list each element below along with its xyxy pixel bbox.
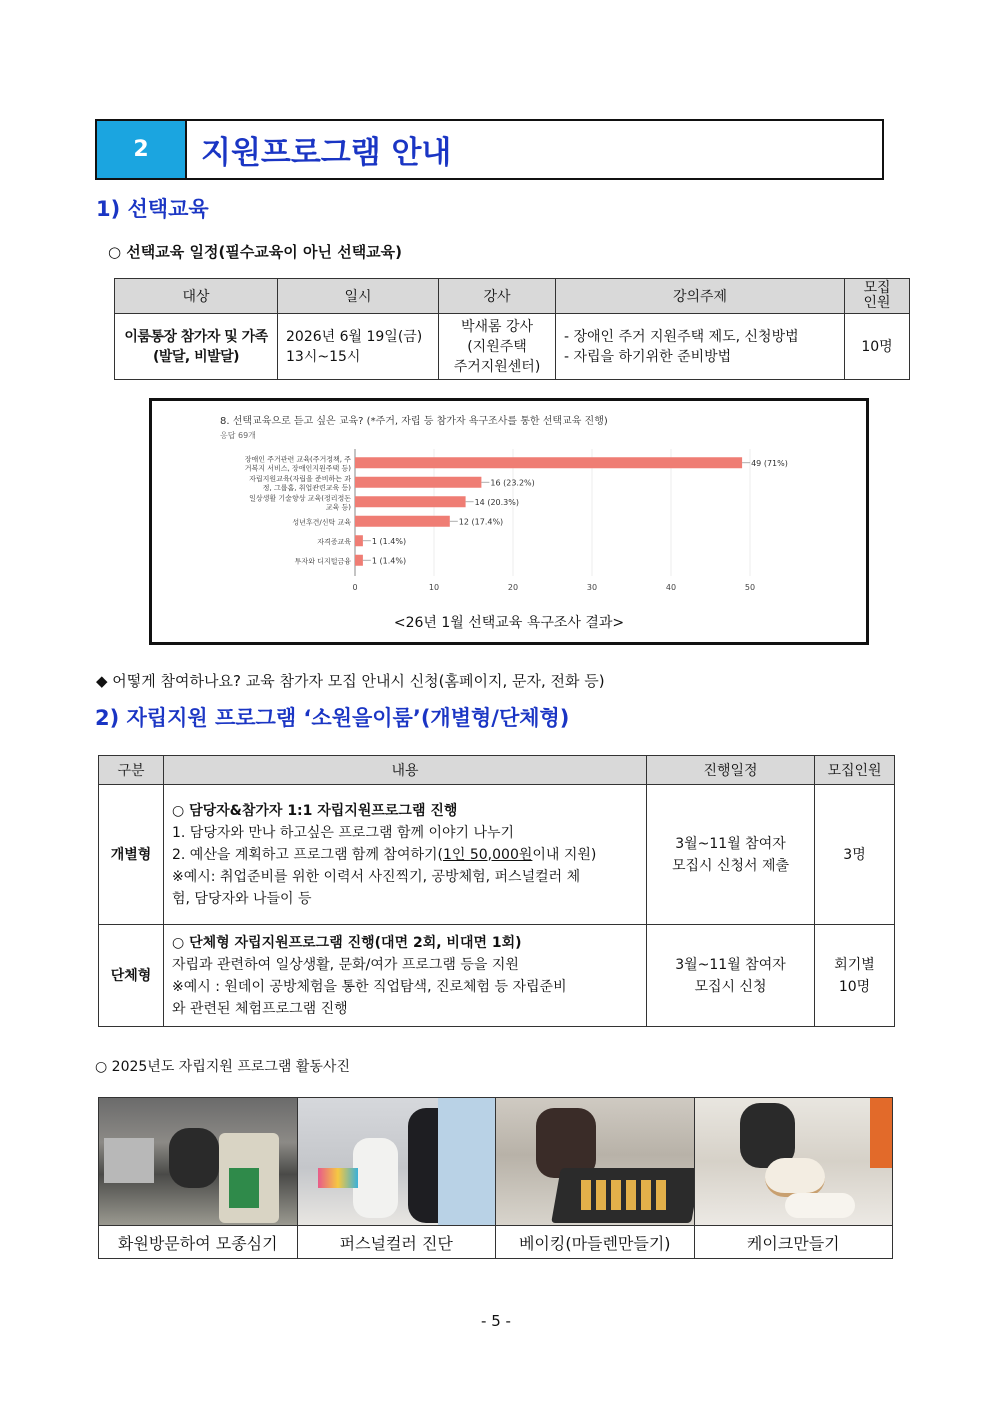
category-label: 자립지원교육(자립을 준비하는 과 bbox=[249, 474, 351, 483]
photo-caption: 화원방문하여 모종심기 bbox=[117, 1233, 278, 1253]
row-count-group: 회기별 10명 bbox=[815, 925, 895, 1027]
photo-caption: 케이크만들기 bbox=[746, 1233, 840, 1253]
bar bbox=[355, 516, 450, 527]
data-label: 1 (1.4%) bbox=[371, 556, 407, 566]
participation-note: ◆ 어떻게 참여하나요? 교육 참가자 모집 안내시 신청(홈페이지, 문자, 전화 등) bbox=[96, 672, 605, 690]
table-row bbox=[99, 925, 895, 1027]
cell-date: 2026년 6월 19일(금) 13시~15시 bbox=[278, 314, 439, 380]
bar bbox=[355, 555, 363, 566]
col-header-schedule: 진행일정 bbox=[647, 756, 815, 785]
photo-baking bbox=[496, 1098, 694, 1226]
chart-title: 8. 선택교육으로 듣고 싶은 교육? (*주거, 자립 등 참가자 욕구조사를 통한 선택교육 진행) bbox=[220, 416, 608, 427]
data-label: 49 (71%) bbox=[751, 458, 788, 468]
category-label: 장애인 주거관련 교육(주거정책, 주 bbox=[244, 455, 351, 464]
category-label: 일상생활 기술향상 교육(정리정돈 bbox=[249, 494, 351, 503]
category-label: 거복지 서비스, 장애인지원주택 등) bbox=[244, 464, 351, 473]
row-content-individual: ○ 담당자&참가자 1:1 자립지원프로그램 진행 1. 담당자와 만나 하고싶은 프로그램 함께 이야기 나누기 2. 예산을 계획하고 프로그램 함께 참여하기(1인 50,000원이내 지원) ※예시: 취업준비를 위한 이력서 사진찍기, 공방체험, 퍼스널컬러 체 험, 담당자와 나들이 등 bbox=[164, 785, 647, 925]
col-header-topic: 강의주제 bbox=[556, 279, 845, 314]
bar bbox=[355, 477, 481, 488]
page-number: - 5 - bbox=[481, 1312, 511, 1330]
data-label: 1 (1.4%) bbox=[371, 536, 407, 546]
data-label: 12 (17.4%) bbox=[458, 517, 504, 527]
row-schedule-group: 3월~11월 참여자 모집시 신청 bbox=[647, 925, 815, 1027]
data-label: 14 (20.3%) bbox=[474, 497, 519, 507]
photo-card bbox=[496, 1098, 695, 1258]
chart-caption: <26년 1월 선택교육 욕구조사 결과> bbox=[393, 615, 625, 631]
category-label: 성년후견/신탁 교육 bbox=[292, 518, 351, 527]
cell-count: 10명 bbox=[845, 314, 910, 380]
bar bbox=[355, 496, 466, 507]
photo-caption: 퍼스널컬러 진단 bbox=[339, 1233, 453, 1253]
photo-personal-color bbox=[298, 1098, 496, 1226]
survey-chart-frame bbox=[149, 398, 869, 645]
col-header-category: 구분 bbox=[99, 756, 164, 785]
photo-cake bbox=[695, 1098, 893, 1226]
row-schedule-individual: 3월~11월 참여자 모집시 신청서 제출 bbox=[647, 785, 815, 925]
data-label: 16 (23.2%) bbox=[490, 478, 535, 488]
category-label: 투자와 디지털금융 bbox=[294, 557, 351, 566]
row-type-individual: 개별형 bbox=[99, 785, 164, 925]
chart-subtitle: 응답 69개 bbox=[220, 431, 256, 440]
photo-caption: 베이킹(마들렌만들기) bbox=[518, 1233, 671, 1253]
col-header-target: 대상 bbox=[115, 279, 278, 314]
bar bbox=[355, 457, 742, 468]
photo-card bbox=[99, 1098, 298, 1258]
col-header-recruit: 모집인원 bbox=[815, 756, 895, 785]
bar bbox=[355, 535, 363, 546]
x-tick-label: 30 bbox=[586, 583, 598, 592]
row-content-group: ○ 단체형 자립지원프로그램 진행(대면 2회, 비대면 1회) 자립과 관련하여 일상생활, 문화/여가 프로그램 등을 지원 ※예시 : 원데이 공방체험을 통한 직업탐색, 진로체험 등 자립준비 와 관련된 체험프로그램 진행 bbox=[164, 925, 647, 1027]
schedule-bullet: ○ 선택교육 일정(필수교육이 아닌 선택교육) bbox=[108, 243, 403, 261]
photo-planting bbox=[99, 1098, 297, 1226]
photo-card bbox=[695, 1098, 893, 1258]
x-tick-label: 0 bbox=[352, 583, 358, 592]
category-label: 자격증교육 bbox=[317, 537, 351, 546]
cell-topic: - 장애인 주거 지원주택 제도, 신청방법 - 자립을 하기위한 준비방법 bbox=[556, 314, 845, 380]
cell-lecturer: 박새롬 강사 (지원주택 주거지원센터) bbox=[439, 314, 556, 380]
category-label: 교육 등) bbox=[325, 503, 351, 512]
category-label: 정, 그룹홈, 취업관련교육 등) bbox=[262, 483, 351, 492]
col-header-count: 모집 인원 bbox=[845, 279, 910, 314]
col-header-date: 일시 bbox=[278, 279, 439, 314]
photos-heading: ○ 2025년도 자립지원 프로그램 활동사진 bbox=[95, 1059, 350, 1075]
col-header-content: 내용 bbox=[164, 756, 647, 785]
cell-target: 이룸통장 참가자 및 가족 (발달, 비발달) bbox=[115, 314, 278, 380]
x-tick-label: 10 bbox=[428, 583, 440, 592]
table-row bbox=[115, 314, 910, 380]
row-type-group: 단체형 bbox=[99, 925, 164, 1027]
education-schedule-table bbox=[114, 278, 910, 380]
x-tick-label: 40 bbox=[665, 583, 677, 592]
col-header-lecturer: 강사 bbox=[439, 279, 556, 314]
photo-card bbox=[298, 1098, 497, 1258]
x-tick-label: 50 bbox=[744, 583, 756, 592]
section-header bbox=[95, 119, 884, 180]
program-table bbox=[98, 755, 895, 1027]
row-count-individual: 3명 bbox=[815, 785, 895, 925]
section-number: 2 bbox=[97, 121, 187, 178]
heading-elective-education: 1) 선택교육 bbox=[96, 197, 209, 221]
survey-bar-chart bbox=[152, 401, 866, 642]
table-row bbox=[99, 785, 895, 925]
section-title: 지원프로그램 안내 bbox=[201, 135, 452, 171]
heading-independence-program: 2) 자립지원 프로그램 ‘소원을이룸’(개별형/단체형) bbox=[95, 706, 570, 730]
activity-photos bbox=[98, 1097, 893, 1259]
x-tick-label: 20 bbox=[507, 583, 519, 592]
